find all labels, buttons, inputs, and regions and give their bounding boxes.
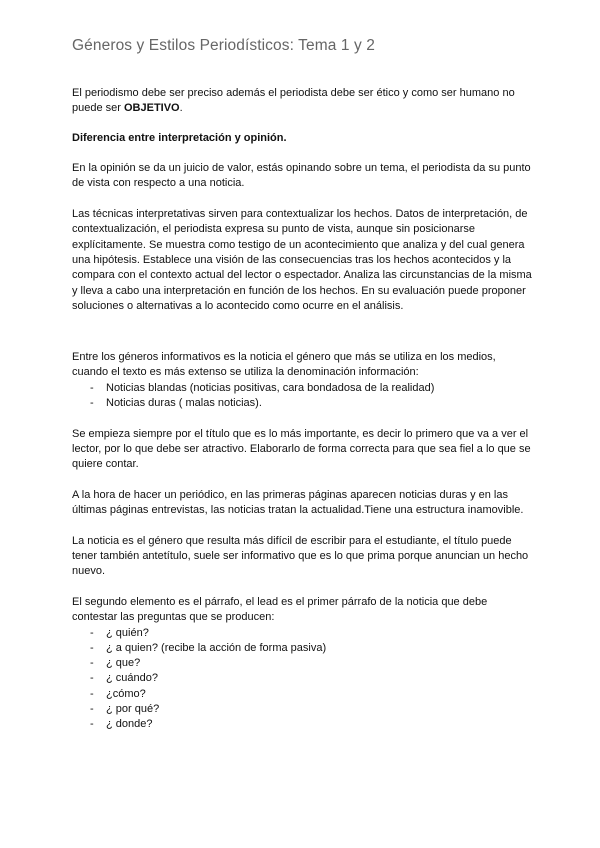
list-item: - ¿ a quien? (recibe la acción de forma pasiva) [72, 641, 532, 656]
intro-end: . [179, 102, 183, 115]
questions-list [72, 626, 532, 733]
list-item: - ¿ donde? [72, 717, 532, 732]
list-item: - ¿ por qué? [72, 702, 532, 717]
list-item: - Noticias blandas (noticias positivas, cara bondadosa de la realidad) [72, 381, 532, 396]
paragraph-periodico: A la hora de hacer un periódico, en las primeras páginas aparecen noticias duras y en las últimas páginas entrevistas, las noticias tratan la actualidad.Tiene una estructura inamovible. [72, 488, 524, 517]
section-heading: Diferencia entre interpretación y opinión. [72, 131, 287, 144]
page-title: Géneros y Estilos Periodísticos: Tema 1 y 2 [72, 37, 375, 54]
intro-paragraph [72, 86, 532, 117]
list-item: - ¿ quién? [72, 626, 532, 641]
list-item: - Noticias duras ( malas noticias). [72, 396, 532, 411]
news-types-list [72, 381, 532, 412]
paragraph-generos: Entre los géneros informativos es la noticia el género que más se utiliza en los medios, cuando el texto es más extenso se utiliza la denominación información: [72, 351, 496, 379]
intro-text: El periodismo debe ser preciso además el periodista debe ser ético y como ser humano no puede ser [72, 87, 515, 115]
paragraph-titulo: Se empieza siempre por el título que es lo más importante, es decir lo primero que va a ver el lector, por lo que debe ser atractivo. Elaborarlo de forma correcta para que sea fiel a lo que se quiere contar. [72, 427, 531, 471]
paragraph-interpretativas: Las técnicas interpretativas sirven para contextualizar los hechos. Datos de interpretación, de contextualización, el periodista expresa su punto de vista, aunque sin posicionarse explícitamente. Se muestra como testigo de un acontecimiento que analiza y del cual genera una hipótesis. Establece una visión de las consecuencias tras los hechos acontecidos y la compara con el contexto actual del lector o espectador. Analiza las circunstancias de la misma y lleva a cabo una interpretación en función de los hechos. En su evaluación puede proponer soluciones o alternativas a lo acontecido como ocurre en el análisis. [72, 208, 532, 312]
paragraph-parrafo: El segundo elemento es el párrafo, el lead es el primer párrafo de la noticia que debe contestar las preguntas que se producen: [72, 595, 488, 624]
document-body [72, 86, 532, 733]
paragraph-opinion: En la opinión se da un juicio de valor, estás opinando sobre un tema, el periodista da su punto de vista con respecto a una noticia. [72, 162, 531, 190]
intro-bold-word: OBJETIVO [123, 102, 180, 115]
paragraph-dificil: La noticia es el género que resulta más difícil de escribir para el estudiante, el título puede tener también antetítulo, suele ser informativo que es lo que prima porque anuncian un hecho nuevo. [72, 534, 529, 578]
list-item: - ¿ que? [72, 656, 532, 671]
list-item: - ¿cómo? [72, 687, 532, 702]
list-item: - ¿ cuándo? [72, 671, 532, 686]
